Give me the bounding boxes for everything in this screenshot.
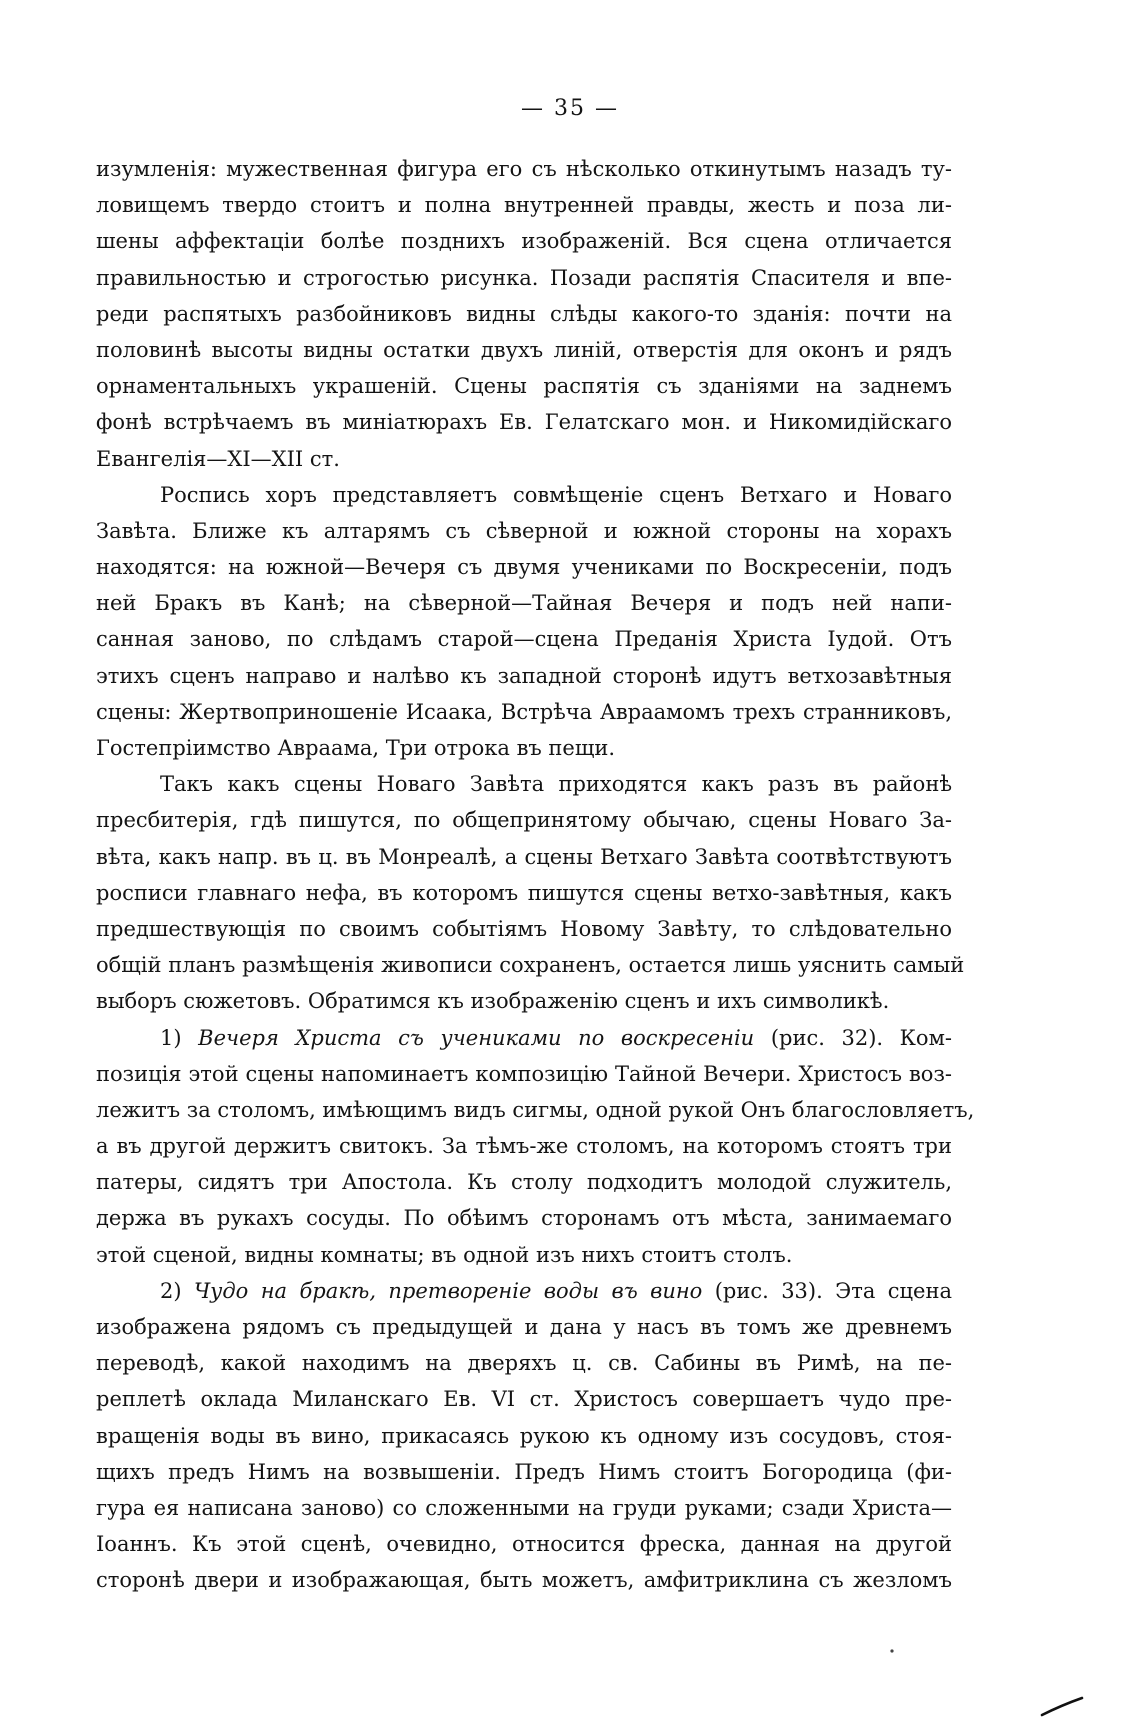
text-line: патеры, сидятъ три Апостола. Къ столу подходитъ молодой служитель, — [96, 1170, 952, 1195]
section-1-heading-line — [96, 1020, 952, 1056]
text-line: пресбитерія, гдѣ пишутся, по общепринятому обычаю, сцены Новаго За- — [96, 808, 952, 833]
text-line: орнаментальныхъ украшеній. Сцены распятія съ зданіями на заднемъ — [96, 374, 952, 399]
text-line: лежитъ за столомъ, имѣющимъ видъ сигмы, одной рукой Онъ благословляетъ, — [96, 1097, 975, 1122]
text-line: фонѣ встрѣчаемъ въ миніатюрахъ Ев. Гелатскаго мон. и Никомидійскаго — [96, 410, 952, 435]
text-line: находятся: на южной—Вечеря съ двумя учениками по Воскресеніи, подъ — [96, 555, 952, 580]
paragraph-start-line: Роспись хоръ представляетъ совмѣщеніе сценъ Ветхаго и Новаго — [160, 482, 952, 507]
paragraph-start-line: Такъ какъ сцены Новаго Завѣта приходятся какъ разъ въ районѣ — [160, 772, 952, 797]
text-line: этой сценой, видны комнаты; въ одной изъ нихъ стоитъ столъ. — [96, 1242, 793, 1267]
text-line: сторонѣ двери и изображающая, быть можетъ, амфитриклина съ жезломъ — [96, 1568, 952, 1593]
text-line: санная заново, по слѣдамъ старой—сцена Преданія Христа Іудой. Отъ — [96, 627, 952, 652]
section-heading-rest: (рис. 32). Ком- — [754, 1025, 952, 1050]
text-line: предшествующія по своимъ событіямъ Новому Завѣту, то слѣдовательно — [96, 916, 952, 941]
text-line: реди распятыхъ разбойниковъ видны слѣды какого-то зданія: почти на — [96, 301, 952, 326]
section-number: 1) — [160, 1025, 199, 1050]
text-line: половинѣ высоты видны остатки двухъ линій, отверстія для оконъ и рядъ — [96, 337, 952, 362]
text-line: правильностью и строгостью рисунка. Позади распятія Спасителя и впе- — [96, 265, 952, 290]
text-line: росписи главнаго нефа, въ которомъ пишутся сцены ветхо-завѣтныя, какъ — [96, 880, 952, 905]
text-line: щихъ предъ Нимъ на возвышеніи. Предъ Нимъ стоитъ Богородица (фи- — [96, 1459, 952, 1484]
section-title: Вечеря Христа съ учениками по воскресеніи — [198, 1025, 755, 1050]
text-line: вращенія воды въ вино, прикасаясь рукою къ одному изъ сосудовъ, стоя- — [96, 1423, 952, 1448]
text-line: общій планъ размѣщенія живописи сохраненъ, остается лишь уяснить самый — [96, 953, 965, 978]
body-text — [96, 151, 975, 1599]
section-2-heading-line — [96, 1273, 952, 1309]
text-line: сцены: Жертвоприношеніе Исаака, Встрѣча Авраамомъ трехъ странниковъ, — [96, 699, 952, 724]
text-line: ней Бракъ въ Канѣ; на сѣверной—Тайная Вечеря и подъ ней напи- — [96, 591, 952, 616]
page-number: — 35 — — [521, 96, 619, 121]
text-line: шены аффектаціи болѣе позднихъ изображеній. Вся сцена отличается — [96, 229, 952, 254]
text-line: Евангелія—XI—XII ст. — [96, 446, 340, 471]
section-heading-rest: (рис. 33). Эта сцена — [702, 1278, 952, 1303]
text-line: Гостепріимство Авраама, Три отрока въ пещи. — [96, 736, 616, 760]
text-line: вѣта, какъ напр. въ ц. въ Монреалѣ, а сцены Ветхаго Завѣта соотвѣтствуютъ — [96, 844, 952, 869]
text-line: переводѣ, какой находимъ на дверяхъ ц. св. Сабины въ Римѣ, на пе- — [96, 1351, 952, 1376]
text-line: изумленія: мужественная фигура его съ нѣсколько откинутымъ назадъ ту- — [96, 157, 952, 181]
text-line: этихъ сценъ направо и налѣво къ западной сторонѣ идутъ ветхозавѣтныя — [96, 663, 952, 688]
text-line: гура ея написана заново) со сложенными на груди руками; сзади Христа— — [96, 1495, 952, 1520]
text-line: реплетѣ оклада Миланскаго Ев. VI ст. Христосъ совершаетъ чудо пре- — [96, 1387, 952, 1412]
text-line: ловищемъ твердо стоитъ и полна внутренней правды, жесть и поза ли- — [96, 193, 952, 218]
pen-stroke-icon — [1040, 1695, 1084, 1719]
text-line: Іоаннъ. Къ этой сценѣ, очевидно, относится фреска, данная на другой — [96, 1532, 952, 1557]
text-line: Завѣта. Ближе къ алтарямъ съ сѣверной и южной стороны на хорахъ — [96, 518, 952, 543]
text-line: а въ другой держитъ свитокъ. За тѣмъ-же столомъ, на которомъ стоятъ три — [96, 1134, 952, 1159]
scan-speck-icon — [888, 1647, 896, 1655]
text-line: выборъ сюжетовъ. Обратимся къ изображенію сценъ и ихъ символикѣ. — [96, 989, 890, 1014]
section-title: Чудо на бракѣ, претвореніе воды въ вино — [193, 1278, 703, 1303]
text-line: держа въ рукахъ сосуды. По обѣимъ сторонамъ отъ мѣста, занимаемаго — [96, 1206, 952, 1231]
text-line: изображена рядомъ съ предыдущей и дана у насъ въ томъ же древнемъ — [96, 1315, 952, 1339]
text-line: позиція этой сцены напоминаетъ композицію Тайной Вечери. Христосъ воз- — [96, 1061, 952, 1086]
section-number: 2) — [160, 1278, 194, 1303]
